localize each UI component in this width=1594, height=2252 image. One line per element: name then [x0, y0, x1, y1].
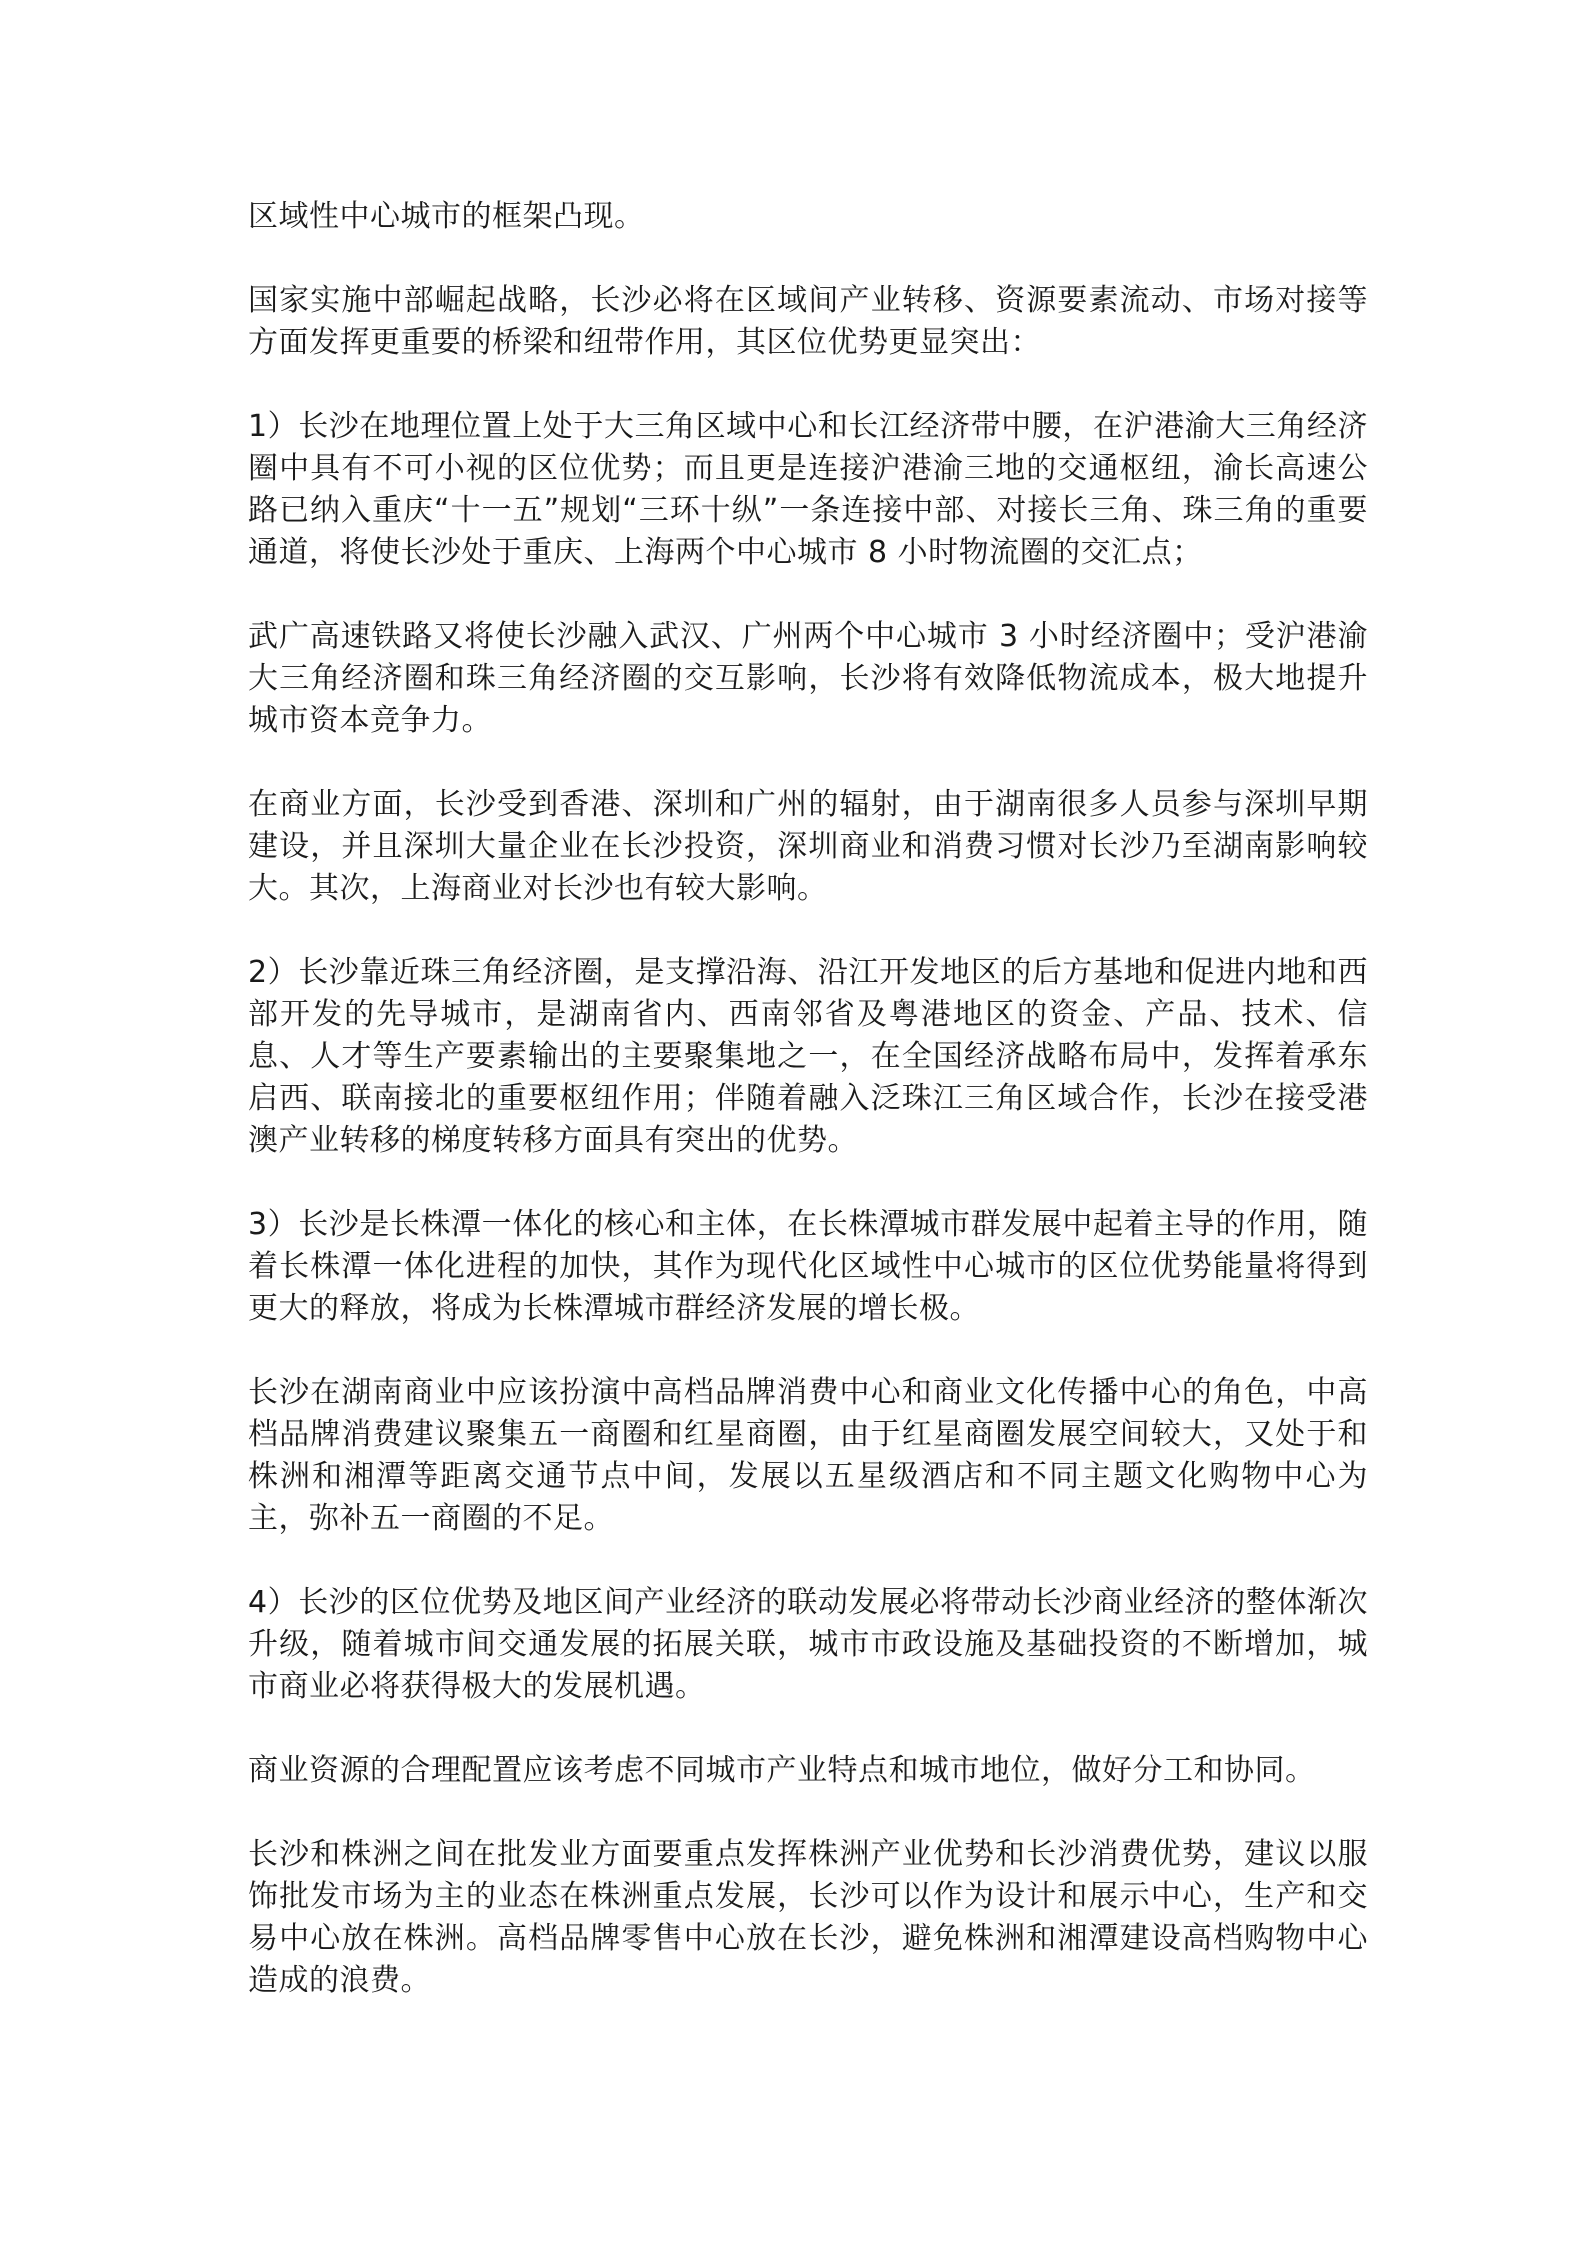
- paragraph: 在商业方面，长沙受到香港、深圳和广州的辐射，由于湖南很多人员参与深圳早期建设，并且深圳大量企业在长沙投资，深圳商业和消费习惯对长沙乃至湖南影响较大。其次，上海商业对长沙也有较大影响。: [248, 787, 1368, 906]
- paragraph: 2）长沙靠近珠三角经济圈，是支撑沿海、沿江开发地区的后方基地和促进内地和西部开发的先导城市，是湖南省内、西南邻省及粤港地区的资金、产品、技术、信息、人才等生产要素输出的主要聚集地之一，在全国经济战略布局中，发挥着承东启西、联南接北的重要枢纽作用；伴随着融入泛珠江三角区域合作，长沙在接受港澳产业转移的梯度转移方面具有突出的优势。: [248, 955, 1368, 1158]
- paragraph: 长沙在湖南商业中应该扮演中高档品牌消费中心和商业文化传播中心的角色，中高档品牌消费建议聚集五一商圈和红星商圈，由于红星商圈发展空间较大，又处于和株洲和湘潭等距离交通节点中间，发展以五星级酒店和不同主题文化购物中心为主，弥补五一商圈的不足。: [248, 1375, 1368, 1536]
- document-body: [248, 196, 1368, 2002]
- paragraph: 4）长沙的区位优势及地区间产业经济的联动发展必将带动长沙商业经济的整体渐次升级，随着城市间交通发展的拓展关联，城市市政设施及基础投资的不断增加，城市商业必将获得极大的发展机遇。: [248, 1585, 1368, 1704]
- paragraph: 武广高速铁路又将使长沙融入武汉、广州两个中心城市 3 小时经济圈中；受沪港渝大三角经济圈和珠三角经济圈的交互影响，长沙将有效降低物流成本，极大地提升城市资本竞争力。: [248, 619, 1368, 738]
- paragraph: 长沙和株洲之间在批发业方面要重点发挥株洲产业优势和长沙消费优势，建议以服饰批发市场为主的业态在株洲重点发展，长沙可以作为设计和展示中心，生产和交易中心放在株洲。高档品牌零售中心放在长沙，避免株洲和湘潭建设高档购物中心造成的浪费。: [248, 1837, 1368, 1998]
- paragraph: 区域性中心城市的框架凸现。: [248, 199, 645, 234]
- paragraph: 3）长沙是长株潭一体化的核心和主体，在长株潭城市群发展中起着主导的作用，随着长株潭一体化进程的加快，其作为现代化区域性中心城市的区位优势能量将得到更大的释放，将成为长株潭城市群经济发展的增长极。: [248, 1207, 1368, 1326]
- paragraph: 1）长沙在地理位置上处于大三角区域中心和长江经济带中腰，在沪港渝大三角经济圈中具有不可小视的区位优势；而且更是连接沪港渝三地的交通枢纽，渝长高速公路已纳入重庆“十一五”规划“三环十纵”一条连接中部、对接长三角、珠三角的重要通道，将使长沙处于重庆、上海两个中心城市 8 小时物流圈的交汇点；: [248, 409, 1368, 570]
- paragraph: 国家实施中部崛起战略，长沙必将在区域间产业转移、资源要素流动、市场对接等方面发挥更重要的桥梁和纽带作用，其区位优势更显突出：: [248, 283, 1368, 360]
- paragraph: 商业资源的合理配置应该考虑不同城市产业特点和城市地位，做好分工和协同。: [248, 1753, 1316, 1788]
